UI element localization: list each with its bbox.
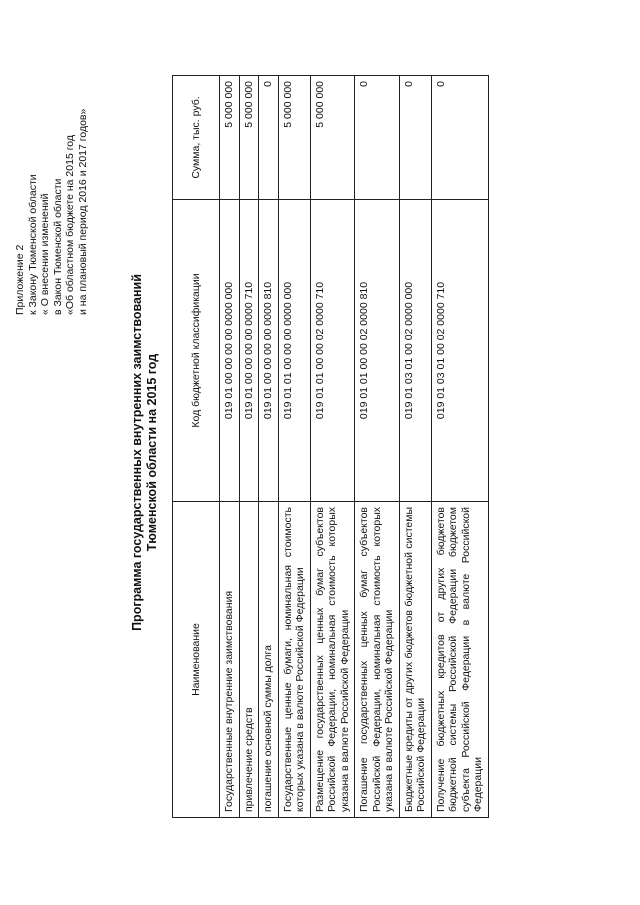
appendix-line: и на плановый период 2016 и 2017 годов» bbox=[76, 108, 89, 315]
table-row bbox=[259, 76, 279, 818]
header-code: Код бюджетной классификации bbox=[173, 200, 220, 502]
row-code: 019 01 03 01 00 02 0000 000 bbox=[399, 200, 431, 502]
table-row bbox=[239, 76, 259, 818]
row-name: Государственные внутренние заимствования bbox=[220, 502, 240, 818]
header-name: Наименование bbox=[173, 502, 220, 818]
appendix-line: Приложение 2 bbox=[14, 244, 26, 315]
row-sum: 5 000 000 bbox=[239, 76, 259, 200]
table-row bbox=[431, 76, 488, 818]
appendix-line: «Об областном бюджете на 2015 год bbox=[64, 134, 76, 315]
row-code: 019 01 00 00 00 00 0000 810 bbox=[259, 200, 279, 502]
row-sum: 0 bbox=[355, 76, 400, 200]
row-code: 019 01 01 00 00 00 0000 000 bbox=[278, 200, 310, 502]
row-code: 019 01 00 00 00 00 0000 000 bbox=[220, 200, 240, 502]
row-sum: 0 bbox=[259, 76, 279, 200]
row-name: Государственные ценные бумаги, номинальная стоимость которых указана в валюте Российской Федерации bbox=[278, 502, 310, 818]
row-sum: 5 000 000 bbox=[220, 76, 240, 200]
appendix-note bbox=[14, 15, 89, 315]
table-header-row bbox=[173, 76, 220, 818]
table-row bbox=[220, 76, 240, 818]
title-line-2: Тюменской области на 2015 год bbox=[145, 353, 159, 552]
row-code: 019 01 03 01 00 02 0000 710 bbox=[431, 200, 488, 502]
row-name: Бюджетные кредиты от других бюджетов бюджетной системы Российской Федерации bbox=[399, 502, 431, 818]
table-row bbox=[310, 76, 355, 818]
row-sum: 0 bbox=[399, 76, 431, 200]
row-sum: 0 bbox=[431, 76, 488, 200]
row-name: привлечение средств bbox=[239, 502, 259, 818]
row-sum: 5 000 000 bbox=[310, 76, 355, 200]
borrowing-program-table bbox=[172, 75, 489, 818]
row-code: 019 01 00 00 00 00 0000 710 bbox=[239, 200, 259, 502]
row-code: 019 01 01 00 00 02 0000 710 bbox=[310, 200, 355, 502]
appendix-line: в Закон Тюменской области bbox=[51, 178, 64, 315]
table-row bbox=[399, 76, 431, 818]
row-name: Получение бюджетных кредитов от других бюджетов бюджетной системы Российской Федерации бюджетом субъекта Российской Федерации в валюте Российской Федерации bbox=[431, 502, 488, 818]
row-code: 019 01 01 00 00 02 0000 810 bbox=[355, 200, 400, 502]
row-name: Погашение государственных ценных бумаг субъектов Российской Федерации, номинальная стоимость которых указана в валюте Российской Федерации bbox=[355, 502, 400, 818]
table-row bbox=[278, 76, 310, 818]
header-sum: Сумма, тыс. руб. bbox=[173, 76, 220, 200]
table-row bbox=[355, 76, 400, 818]
document-title bbox=[130, 0, 160, 905]
appendix-line: « О внесении изменений bbox=[39, 193, 51, 315]
row-name: Размещение государственных ценных бумаг субъектов Российской Федерации, номинальная стоимость которых указана в валюте Российской Федерации bbox=[310, 502, 355, 818]
appendix-line: к Закону Тюменской области bbox=[26, 174, 39, 315]
title-line-1: Программа государственных внутренних заимствований bbox=[130, 274, 144, 631]
row-name: погашение основной суммы долга bbox=[259, 502, 279, 818]
row-sum: 5 000 000 bbox=[278, 76, 310, 200]
